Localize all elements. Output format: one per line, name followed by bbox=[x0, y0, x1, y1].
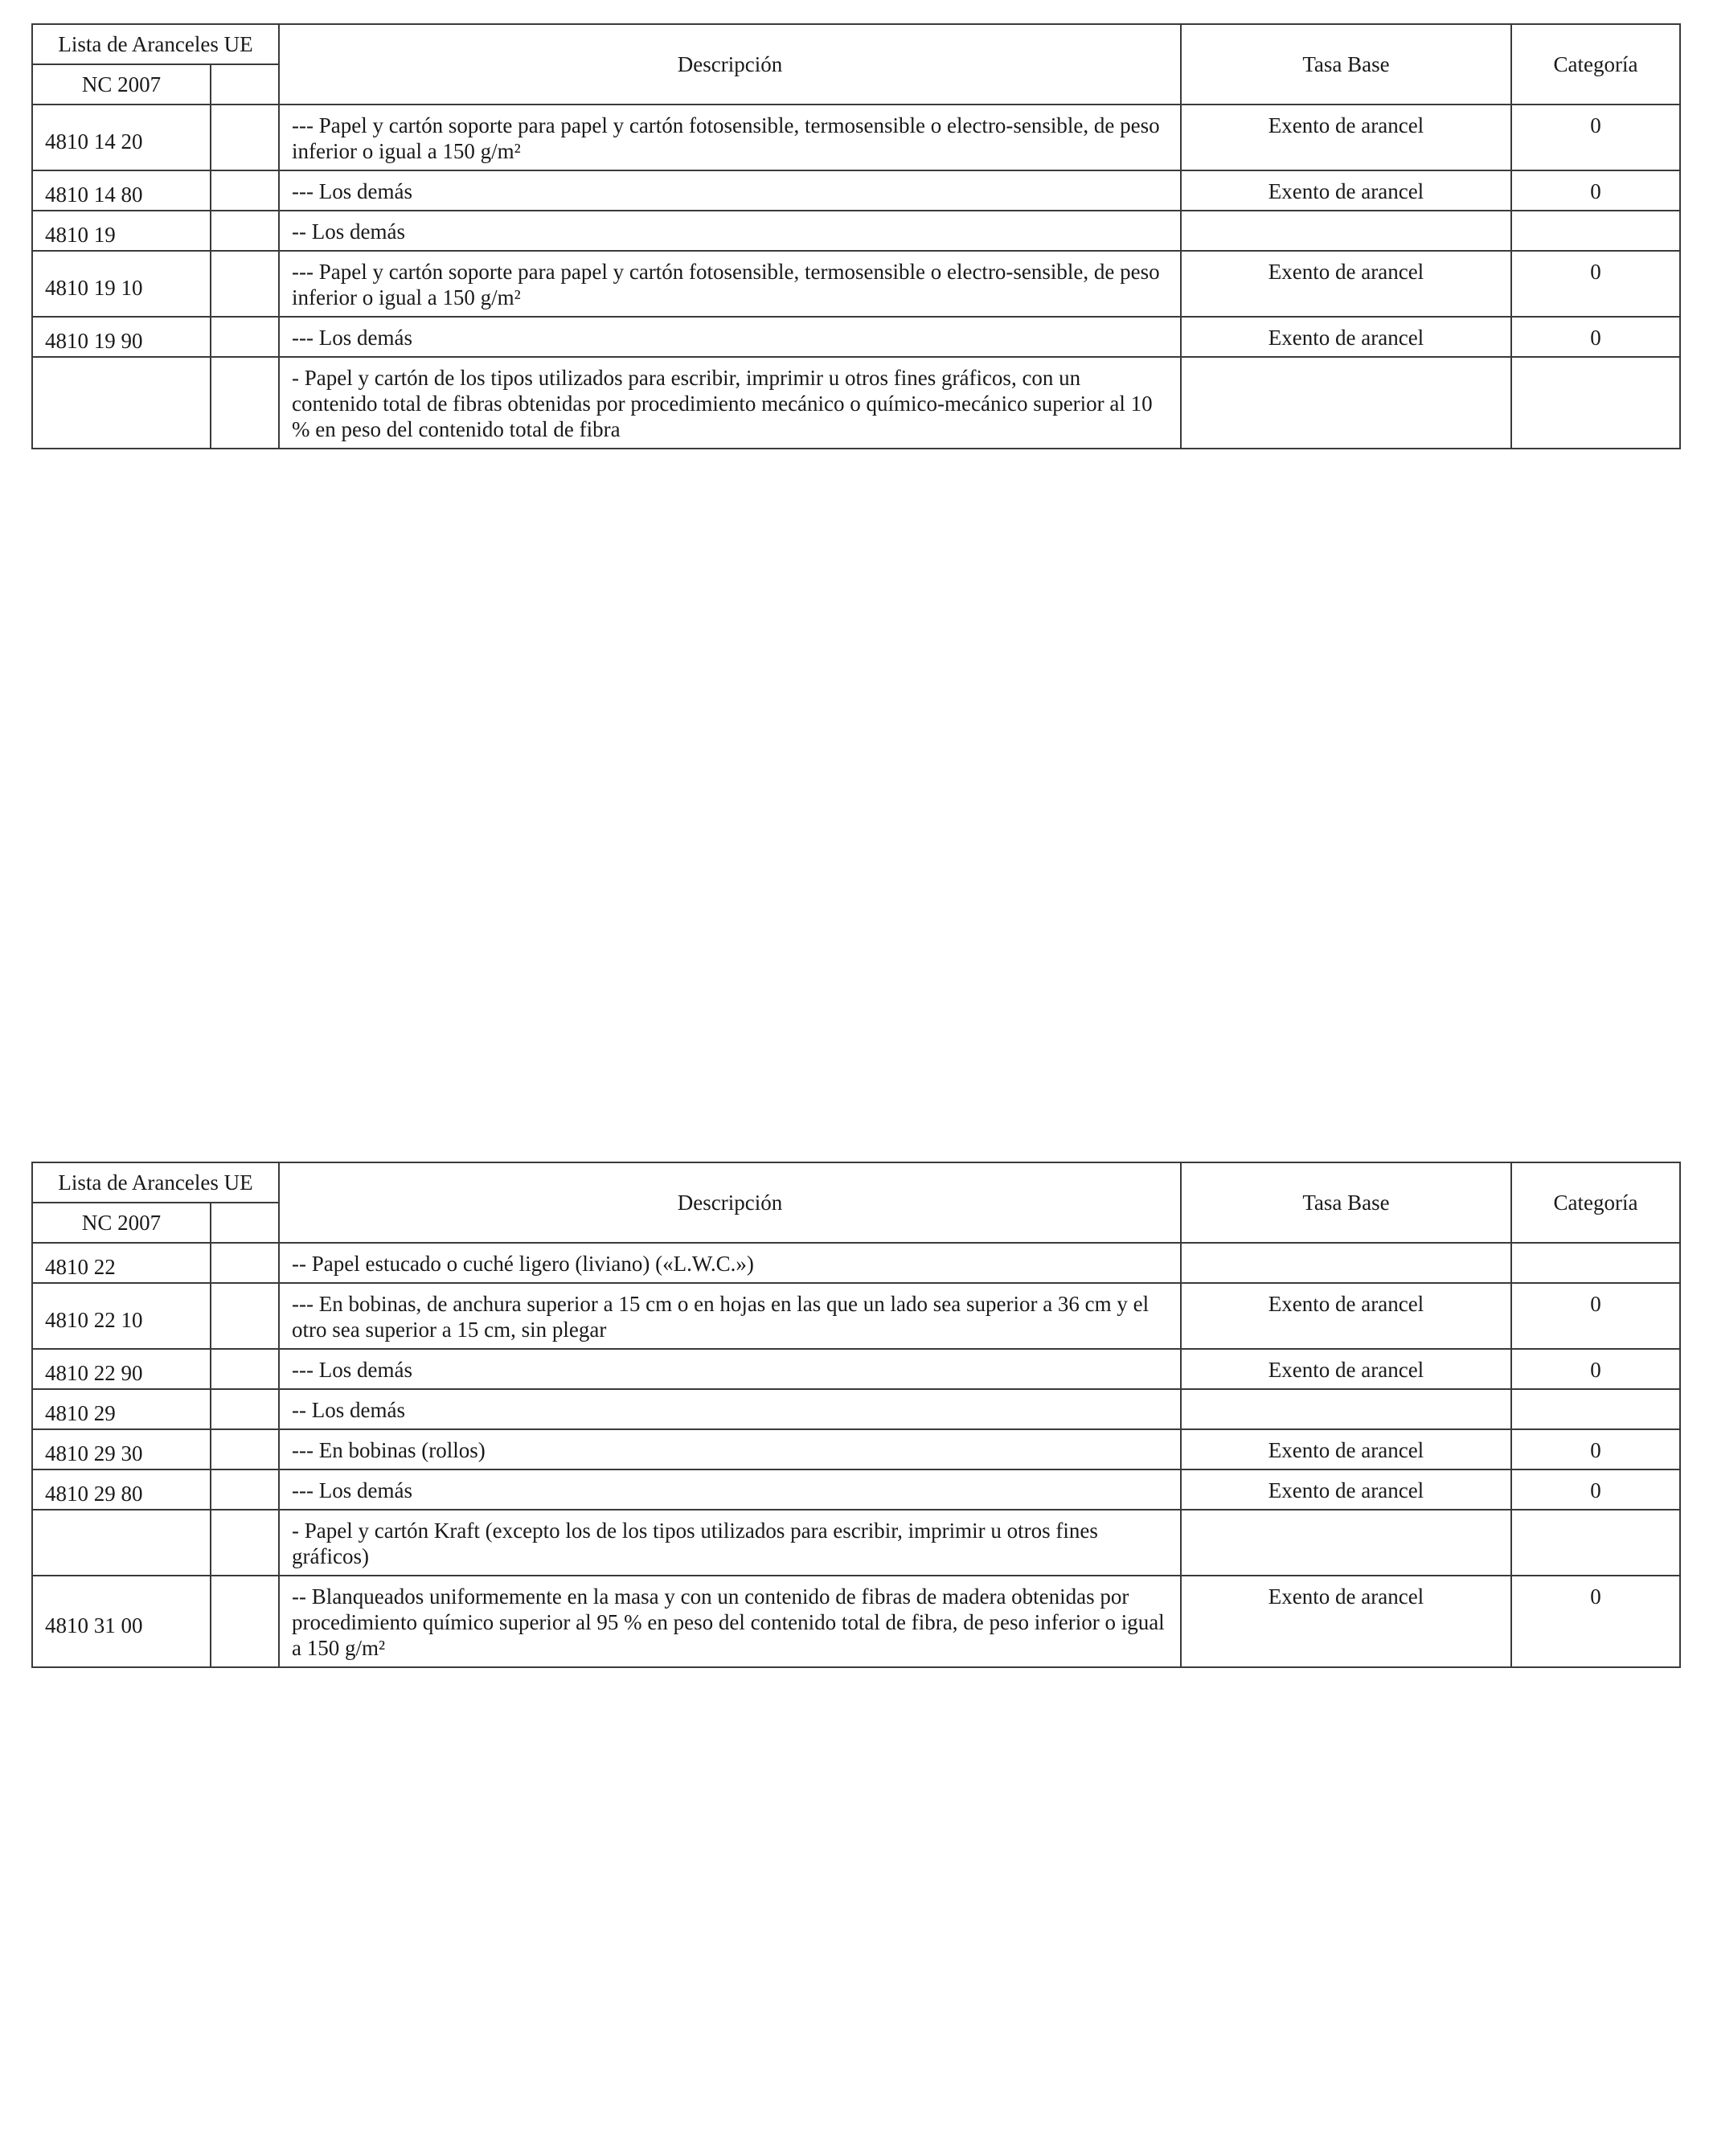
description: -- Papel estucado o cuché ligero (liviano) («L.W.C.») bbox=[279, 1243, 1181, 1283]
table-row bbox=[32, 1429, 1680, 1469]
base-rate bbox=[1181, 1510, 1511, 1576]
empty-cell bbox=[211, 170, 279, 211]
header-category: Categoría bbox=[1511, 24, 1680, 105]
category bbox=[1511, 357, 1680, 449]
cn-code: 4810 29 bbox=[32, 1389, 211, 1429]
base-rate bbox=[1181, 357, 1511, 449]
category: 0 bbox=[1511, 105, 1680, 170]
cn-code: 4810 22 90 bbox=[32, 1349, 211, 1389]
category bbox=[1511, 1389, 1680, 1429]
header-category: Categoría bbox=[1511, 1162, 1680, 1243]
header-description: Descripción bbox=[279, 1162, 1181, 1243]
table-row bbox=[32, 211, 1680, 251]
header-list-title: Lista de Aranceles UE bbox=[32, 24, 279, 64]
category: 0 bbox=[1511, 1349, 1680, 1389]
base-rate: Exento de arancel bbox=[1181, 317, 1511, 357]
header-nc-2007: NC 2007 bbox=[32, 1203, 211, 1243]
header-row bbox=[32, 24, 1680, 64]
description: --- Papel y cartón soporte para papel y cartón fotosensible, termosensible o electro-sensible, de peso inferior o igual a 150 g/m² bbox=[279, 251, 1181, 317]
category: 0 bbox=[1511, 1429, 1680, 1469]
description: -- Blanqueados uniformemente en la masa y con un contenido de fibras de madera obtenidas por procedimiento químico superior al 95 % en peso del contenido total de fibra, de peso inferior o igual a 150 g/m² bbox=[279, 1576, 1181, 1667]
header-empty-cell bbox=[211, 64, 279, 105]
cn-code: 4810 22 10 bbox=[32, 1283, 211, 1349]
header-description: Descripción bbox=[279, 24, 1181, 105]
cn-code: 4810 14 20 bbox=[32, 105, 211, 170]
description: -- Los demás bbox=[279, 211, 1181, 251]
category: 0 bbox=[1511, 1469, 1680, 1510]
description: --- Papel y cartón soporte para papel y cartón fotosensible, termosensible o electro-sensible, de peso inferior o igual a 150 g/m² bbox=[279, 105, 1181, 170]
header-nc-2007: NC 2007 bbox=[32, 64, 211, 105]
header-empty-cell bbox=[211, 1203, 279, 1243]
table-row bbox=[32, 170, 1680, 211]
empty-cell bbox=[211, 357, 279, 449]
category: 0 bbox=[1511, 317, 1680, 357]
cn-code: 4810 29 80 bbox=[32, 1469, 211, 1510]
cn-code bbox=[32, 357, 211, 449]
tariff-table-1 bbox=[31, 23, 1681, 449]
cn-code: 4810 22 bbox=[32, 1243, 211, 1283]
table-row bbox=[32, 1243, 1680, 1283]
cn-code bbox=[32, 1510, 211, 1576]
empty-cell bbox=[211, 251, 279, 317]
base-rate bbox=[1181, 211, 1511, 251]
description: --- En bobinas, de anchura superior a 15 cm o en hojas en las que un lado sea superior a 36 cm y el otro sea superior a 15 cm, sin plegar bbox=[279, 1283, 1181, 1349]
cn-code: 4810 14 80 bbox=[32, 170, 211, 211]
tariff-table-2 bbox=[31, 1162, 1681, 1668]
description: --- Los demás bbox=[279, 170, 1181, 211]
table-row bbox=[32, 317, 1680, 357]
header-list-title: Lista de Aranceles UE bbox=[32, 1162, 279, 1203]
header-row bbox=[32, 1162, 1680, 1203]
cn-code: 4810 31 00 bbox=[32, 1576, 211, 1667]
empty-cell bbox=[211, 1510, 279, 1576]
cn-code: 4810 19 90 bbox=[32, 317, 211, 357]
empty-cell bbox=[211, 1389, 279, 1429]
table-row bbox=[32, 1349, 1680, 1389]
base-rate: Exento de arancel bbox=[1181, 1576, 1511, 1667]
empty-cell bbox=[211, 317, 279, 357]
description: --- Los demás bbox=[279, 1469, 1181, 1510]
base-rate: Exento de arancel bbox=[1181, 251, 1511, 317]
description: - Papel y cartón Kraft (excepto los de los tipos utilizados para escribir, imprimir u otros fines gráficos) bbox=[279, 1510, 1181, 1576]
description: --- Los demás bbox=[279, 1349, 1181, 1389]
base-rate bbox=[1181, 1389, 1511, 1429]
table-row bbox=[32, 105, 1680, 170]
category bbox=[1511, 1510, 1680, 1576]
base-rate: Exento de arancel bbox=[1181, 1349, 1511, 1389]
empty-cell bbox=[211, 211, 279, 251]
empty-cell bbox=[211, 1429, 279, 1469]
empty-cell bbox=[211, 105, 279, 170]
base-rate: Exento de arancel bbox=[1181, 170, 1511, 211]
category: 0 bbox=[1511, 251, 1680, 317]
table-row bbox=[32, 1469, 1680, 1510]
cn-code: 4810 19 bbox=[32, 211, 211, 251]
category: 0 bbox=[1511, 170, 1680, 211]
description: --- En bobinas (rollos) bbox=[279, 1429, 1181, 1469]
base-rate: Exento de arancel bbox=[1181, 1469, 1511, 1510]
table-row bbox=[32, 1389, 1680, 1429]
description: -- Los demás bbox=[279, 1389, 1181, 1429]
table-row bbox=[32, 1283, 1680, 1349]
category: 0 bbox=[1511, 1576, 1680, 1667]
table-row bbox=[32, 1510, 1680, 1576]
header-base-rate: Tasa Base bbox=[1181, 24, 1511, 105]
table-row bbox=[32, 1576, 1680, 1667]
description: --- Los demás bbox=[279, 317, 1181, 357]
empty-cell bbox=[211, 1243, 279, 1283]
category bbox=[1511, 211, 1680, 251]
base-rate: Exento de arancel bbox=[1181, 105, 1511, 170]
empty-cell bbox=[211, 1349, 279, 1389]
category bbox=[1511, 1243, 1680, 1283]
header-base-rate: Tasa Base bbox=[1181, 1162, 1511, 1243]
base-rate bbox=[1181, 1243, 1511, 1283]
empty-cell bbox=[211, 1576, 279, 1667]
cn-code: 4810 29 30 bbox=[32, 1429, 211, 1469]
category: 0 bbox=[1511, 1283, 1680, 1349]
cn-code: 4810 19 10 bbox=[32, 251, 211, 317]
empty-cell bbox=[211, 1283, 279, 1349]
base-rate: Exento de arancel bbox=[1181, 1283, 1511, 1349]
table-row bbox=[32, 251, 1680, 317]
empty-cell bbox=[211, 1469, 279, 1510]
description: - Papel y cartón de los tipos utilizados para escribir, imprimir u otros fines gráficos, con un contenido total de fibras obtenidas por procedimiento mecánico o químico-mecánico superior al 10 % en peso del contenido total de fibra bbox=[279, 357, 1181, 449]
table-row bbox=[32, 357, 1680, 449]
base-rate: Exento de arancel bbox=[1181, 1429, 1511, 1469]
